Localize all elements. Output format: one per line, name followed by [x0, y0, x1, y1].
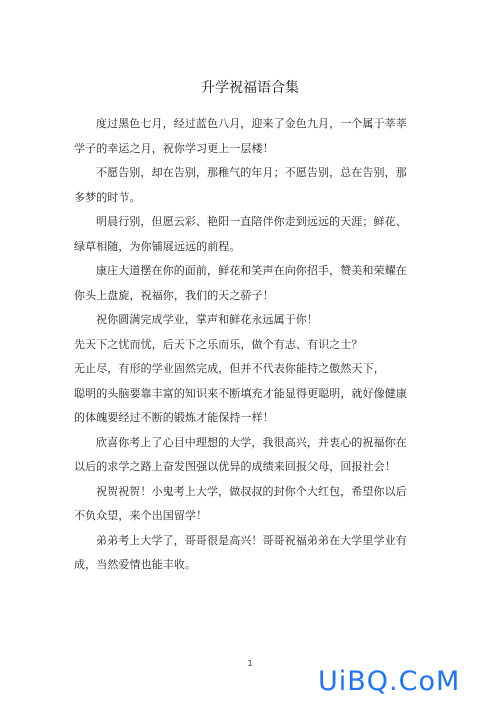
watermark-logo: UiBQ.CoM [318, 666, 461, 697]
paragraph-line: 祝你圆满完成学业，掌声和鲜花永远属于你！ [96, 313, 318, 326]
paragraph [74, 529, 414, 578]
paragraph-line: 无止尽，有形的学业固然完成，但并不代表你能持之傲然天下， [74, 362, 385, 375]
paragraph-line: 你头上盘旋，祝福你，我们的天之骄子！ [74, 288, 274, 302]
paragraph [74, 259, 414, 308]
paragraph-line: 祝贺祝贺！小鬼考上大学，做叔叔的封你个大红包，希望你以后 [96, 484, 407, 498]
paragraph [74, 480, 414, 529]
paragraph-line: 的体魄要经过不断的锻炼才能保持一样！ [74, 411, 274, 424]
paragraph [74, 333, 414, 358]
paragraph [74, 308, 414, 333]
paragraph-line: 以后的求学之路上奋发图强以优异的成绩来回报父母，回报社会！ [74, 460, 396, 473]
document-title: 升学祝福语合集 [201, 80, 299, 96]
paragraph-line: 聪明的头脑要靠丰富的知识来不断填充才能显得更聪明，就好像健康 [74, 386, 407, 400]
document-body [74, 112, 414, 578]
paragraph-line: 绿草相随，为你铺展远远的前程。 [74, 239, 241, 253]
paragraph [74, 210, 414, 259]
paragraph-line: 学子的幸运之月，祝你学习更上一层楼！ [74, 141, 274, 155]
paragraph-line: 度过黑色七月，经过蓝色八月，迎来了金色九月，一个属于莘莘 [96, 117, 407, 130]
paragraph-line: 康庄大道摆在你的面前，鲜花和笑声在向你招手，赞美和荣耀在 [96, 264, 407, 277]
paragraph [74, 161, 414, 210]
paragraph-line: 欣喜你考上了心目中理想的大学，我很高兴，并衷心的祝福你在 [96, 435, 407, 449]
paragraph-line: 先天下之忧而忧，后天下之乐而乐，做个有志、有识之士？ [74, 337, 363, 351]
paragraph-line: 不负众望，来个出国留学！ [74, 509, 208, 522]
paragraph-line: 多梦的时节。 [74, 190, 141, 204]
paragraph [74, 431, 414, 480]
paragraph [74, 112, 414, 161]
paragraph [74, 357, 414, 382]
paragraph-line: 成，当然爱情也能丰收。 [74, 558, 197, 571]
paragraph-line: 明晨行别，但愿云彩、艳阳一直陪伴你走到远远的天涯；鲜花、 [96, 215, 407, 228]
page-number: 1 [247, 659, 253, 668]
paragraph-line: 不愿告别，却在告别，那稚气的年月；不愿告别，总在告别，那 [96, 166, 407, 179]
paragraph [74, 382, 414, 431]
paragraph-line: 弟弟考上大学了，哥哥很是高兴！哥哥祝福弟弟在大学里学业有 [96, 533, 407, 547]
